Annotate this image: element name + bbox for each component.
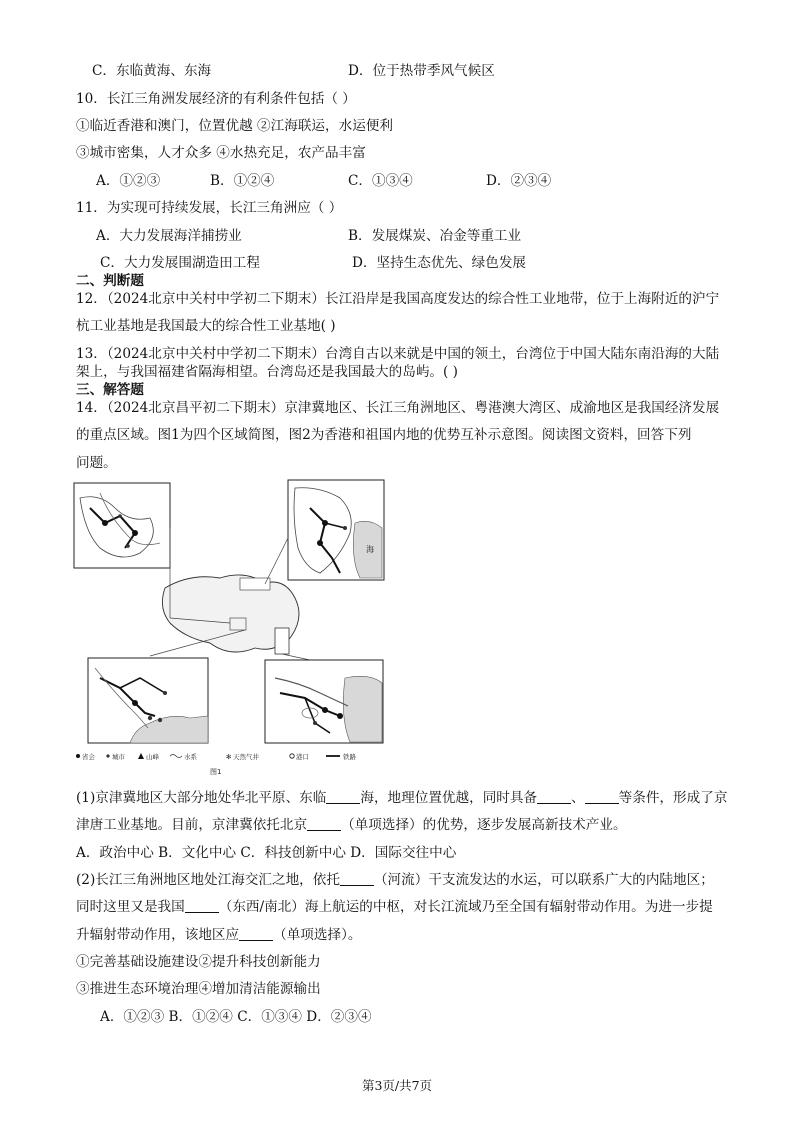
q14-1-text-d: 等条件，形成了京 <box>618 790 728 806</box>
map-frame-chengyu <box>74 483 170 568</box>
q14-2-text-b: （河流）干支流发达的水运，可以联系广大的内陆地区； <box>373 872 714 888</box>
q13-line-1: 13．（2024北京中关村中学初二下期末）台湾自古以来就是中国的领土，台湾位于中国大陆东南沿海的大陆 <box>76 346 720 362</box>
q10-stem: 10．长江三角洲发展经济的有利条件包括（ ） <box>76 91 356 107</box>
svg-text:✻: ✻ <box>226 753 232 761</box>
answer-blank[interactable] <box>340 872 374 886</box>
legend-port: 港口 <box>296 753 309 761</box>
q10-choice-line-2: ③城市密集，人才众多 ④水热充足，农产品丰富 <box>76 145 366 161</box>
q14-2-text-a: (2)长江三角洲地区地处江海交汇之地，依托 <box>76 872 340 888</box>
q14-1-options: A．政治中心 B．文化中心 C．科技创新中心 D．国际交往中心 <box>76 845 457 861</box>
q14-1-text-a: (1)京津冀地区大部分地处华北平原、东临 <box>76 790 327 806</box>
q10-option-c: C．①③④ <box>348 173 413 189</box>
q14-line-1: 14．（2024北京昌平初二下期末）京津冀地区、长江三角洲地区、粤港澳大湾区、成渝地区是我国经济发展 <box>76 400 720 416</box>
legend-gas-well: 天然气井 <box>233 753 259 761</box>
legend-peak: 山峰 <box>146 753 159 761</box>
legend-city: 城市 <box>112 753 125 761</box>
region-maps-illustration <box>70 478 414 778</box>
q14-2-text-line2b: （东西/南北）海上航运的中枢，对长江流域乃至全国有辐射带动作用。为进一步提 <box>218 899 713 915</box>
q10-option-a: A．①②③ <box>96 173 161 189</box>
q9-option-c: C．东临黄海、东海 <box>92 63 212 79</box>
answer-blank[interactable] <box>585 790 619 804</box>
legend-railway: 铁路 <box>343 753 356 761</box>
q12-line-1: 12．（2024北京中关村中学初二下期末）长江沿岸是我国高度发达的综合性工业地带，位于上海附近的沪宁 <box>76 291 720 307</box>
q11-option-d: D．坚持生态优先、绿色发展 <box>352 255 527 271</box>
figure-region-maps <box>70 478 414 778</box>
q10-option-d: D．②③④ <box>486 173 552 189</box>
q14-2-text-line2a: 同时这里又是我国 <box>76 899 185 915</box>
q11-option-a: A．大力发展海洋捕捞业 <box>96 228 242 244</box>
sea-label: 海 <box>366 545 374 554</box>
q14-1-text-line2b: （单项选择）的优势，逐步发展高新技术产业。 <box>341 817 627 833</box>
figure-caption: 图1 <box>210 768 222 776</box>
page-number: 第3页/共7页 <box>361 1078 433 1093</box>
answer-blank[interactable] <box>326 790 360 804</box>
legend-river: 水系 <box>184 753 197 761</box>
answer-blank[interactable] <box>307 817 341 831</box>
map-legend <box>76 752 357 761</box>
q14-2-line-3 <box>76 926 361 944</box>
q14-line-3: 问题。 <box>76 455 117 471</box>
q11-option-b: B．发展煤炭、冶金等重工业 <box>348 228 522 244</box>
q13-line-2: 架上，与我国福建省隔海相望。台湾岛还是我国最大的岛屿。( ) <box>76 364 458 380</box>
answer-blank[interactable] <box>185 899 219 913</box>
q14-2-choice-line-1: ①完善基础设施建设②提升科技创新能力 <box>76 954 321 970</box>
q14-1-text-line2a: 津唐工业基地。目前，京津冀依托北京 <box>76 817 308 833</box>
q14-1-line-2 <box>76 816 627 834</box>
section-heading-true-false: 二、判断题 <box>76 273 144 289</box>
q14-2-line-1 <box>76 871 714 889</box>
q14-line-2: 的重点区域。图1为四个区域简图，图2为香港和祖国内地的优势互补示意图。阅读图文资料，回答下列 <box>76 427 692 443</box>
q14-1-line-1 <box>76 789 727 807</box>
answer-blank[interactable] <box>239 927 273 941</box>
q9-option-d: D．位于热带季风气候区 <box>348 63 495 79</box>
section-heading-answer: 三、解答题 <box>76 382 144 398</box>
q14-2-text-line3a: 升辐射带动作用，该地区应 <box>76 927 240 943</box>
q14-2-line-2 <box>76 898 713 916</box>
q12-line-2: 杭工业基地是我国最大的综合性工业基地( ) <box>76 318 336 334</box>
answer-blank[interactable] <box>537 790 571 804</box>
q14-2-choice-line-2: ③推进生态环境治理④增加清洁能源输出 <box>76 981 321 997</box>
legend-capital: 省会 <box>82 753 95 761</box>
q14-1-text-b: 海，地理位置优越，同时具备 <box>360 790 538 806</box>
q14-2-options: A．①②③ B．①②④ C．①③④ D．②③④ <box>100 1009 372 1025</box>
q11-option-c: C．大力发展围湖造田工程 <box>100 255 260 271</box>
q14-1-text-c: 、 <box>571 790 585 806</box>
q11-stem: 11．为实现可持续发展，长江三角洲应（ ） <box>76 200 343 216</box>
q14-2-text-line3b: （单项选择）。 <box>273 927 362 943</box>
q10-option-b: B．①②④ <box>210 173 275 189</box>
q10-choice-line-1: ①临近香港和澳门，位置优越 ②江海联运，水运便利 <box>76 118 393 134</box>
